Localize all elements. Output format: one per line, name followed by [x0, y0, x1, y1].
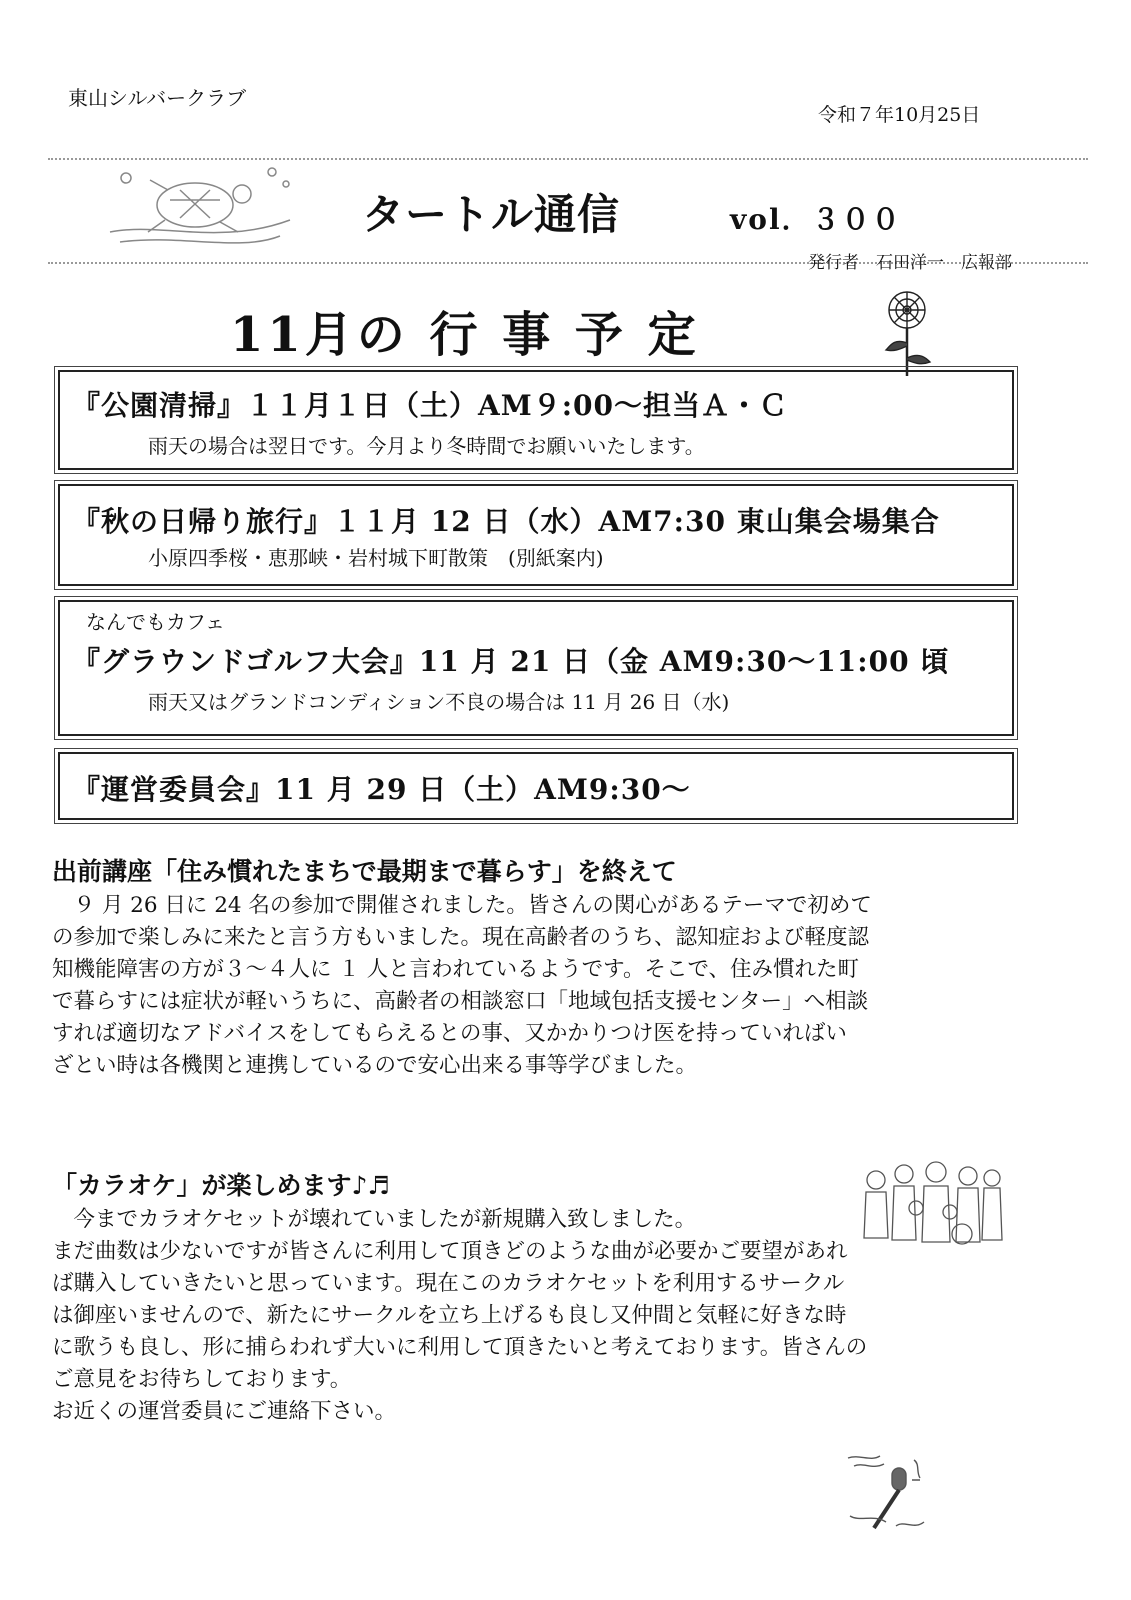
- newsletter-title: タートル通信: [362, 190, 621, 239]
- event-title: 『運営委員会』11 月 29 日（土）AM9:30～: [72, 773, 691, 806]
- turtle-illustration: [100, 160, 300, 250]
- event-note: 雨天又はグランドコンディション不良の場合は 11 月 26 日（水): [148, 690, 730, 714]
- paragraph-line: すれば適切なアドバイスをしてもらえるとの事、又かかりつけ医を持っていればい: [52, 1021, 847, 1046]
- karaoke-section-title: 「カラオケ」が楽しめます♪♬: [52, 1171, 390, 1200]
- event-box-park-cleaning: [58, 370, 1014, 470]
- event-box-committee: [58, 752, 1014, 820]
- club-name: 東山シルバークラブ: [68, 86, 247, 110]
- paragraph-line: ご意見をお待ちしております。: [52, 1367, 352, 1392]
- paragraph-line: 今までカラオケセットが壊れていましたが新規購入致しました。: [52, 1207, 697, 1232]
- volume-number: vol．３００: [730, 203, 902, 236]
- event-title: 『グラウンドゴルフ大会』11 月 21 日（金 AM9:30～11:00 頃: [72, 645, 950, 678]
- chrysanthemum-icon: [872, 288, 942, 378]
- lecture-section-body: [52, 890, 1042, 1082]
- event-note: 雨天の場合は翌日です。今月より冬時間でお願いいたします。: [148, 434, 705, 458]
- lecture-section-title: 出前講座「住み慣れたまちで最期まで暮らす」を終えて: [52, 857, 677, 886]
- event-box-day-trip: [58, 484, 1014, 586]
- paragraph-line: ば購入していきたいと思っています。現在このカラオケセットを利用するサークル: [52, 1271, 845, 1296]
- event-title: 『公園清掃』１１月１日（土）AM９:00～担当Ａ・Ｃ: [72, 389, 789, 422]
- event-prefix: なんでもカフェ: [86, 610, 225, 634]
- paragraph-line: の参加で楽しみに来たと言う方もいました。現在高齢者のうち、認知症および軽度認: [52, 925, 870, 950]
- paragraph-line: で暮らすには症状が軽いうちに、高齢者の相談窓口「地域包括支援センター」へ相談: [52, 989, 869, 1014]
- paragraph-line: は御座いませんので、新たにサークルを立ち上げるも良し又仲間と気軽に好きな時: [52, 1303, 847, 1328]
- event-note: 小原四季桜・恵那峡・岩村城下町散策 (別紙案内): [148, 546, 604, 570]
- paragraph-line: に歌うも良し、形に捕らわれず大いに利用して頂きたいと考えております。皆さんの: [52, 1335, 868, 1360]
- paragraph-line: ざとい時は各機関と連携しているので安心出来る事等学びました。: [52, 1053, 698, 1078]
- paragraph-line: 知機能障害の方が３～４人に １ 人と言われているようです。そこで、住み慣れた町: [52, 957, 860, 982]
- event-box-ground-golf: [58, 600, 1014, 736]
- paragraph-line: ９ 月 26 日に 24 名の参加で開催されました。皆さんの関心があるテーマで初めて: [52, 893, 872, 918]
- issue-date: 令和７年10月25日: [818, 104, 981, 126]
- paragraph-line: まだ曲数は少ないですが皆さんに利用して頂きどのような曲が必要かご要望があれ: [52, 1239, 848, 1264]
- publisher-line: 発行者 石田洋一 広報部: [808, 253, 1012, 273]
- karaoke-section-body: [52, 1204, 1042, 1428]
- paragraph-line: お近くの運営委員にご連絡下さい。: [52, 1399, 397, 1424]
- event-title: 『秋の日帰り旅行』１１月 12 日（水）AM7:30 東山集会場集合: [72, 505, 940, 538]
- schedule-heading: 11月の 行 事 予 定: [230, 307, 700, 363]
- microphone-icon: [840, 1450, 930, 1535]
